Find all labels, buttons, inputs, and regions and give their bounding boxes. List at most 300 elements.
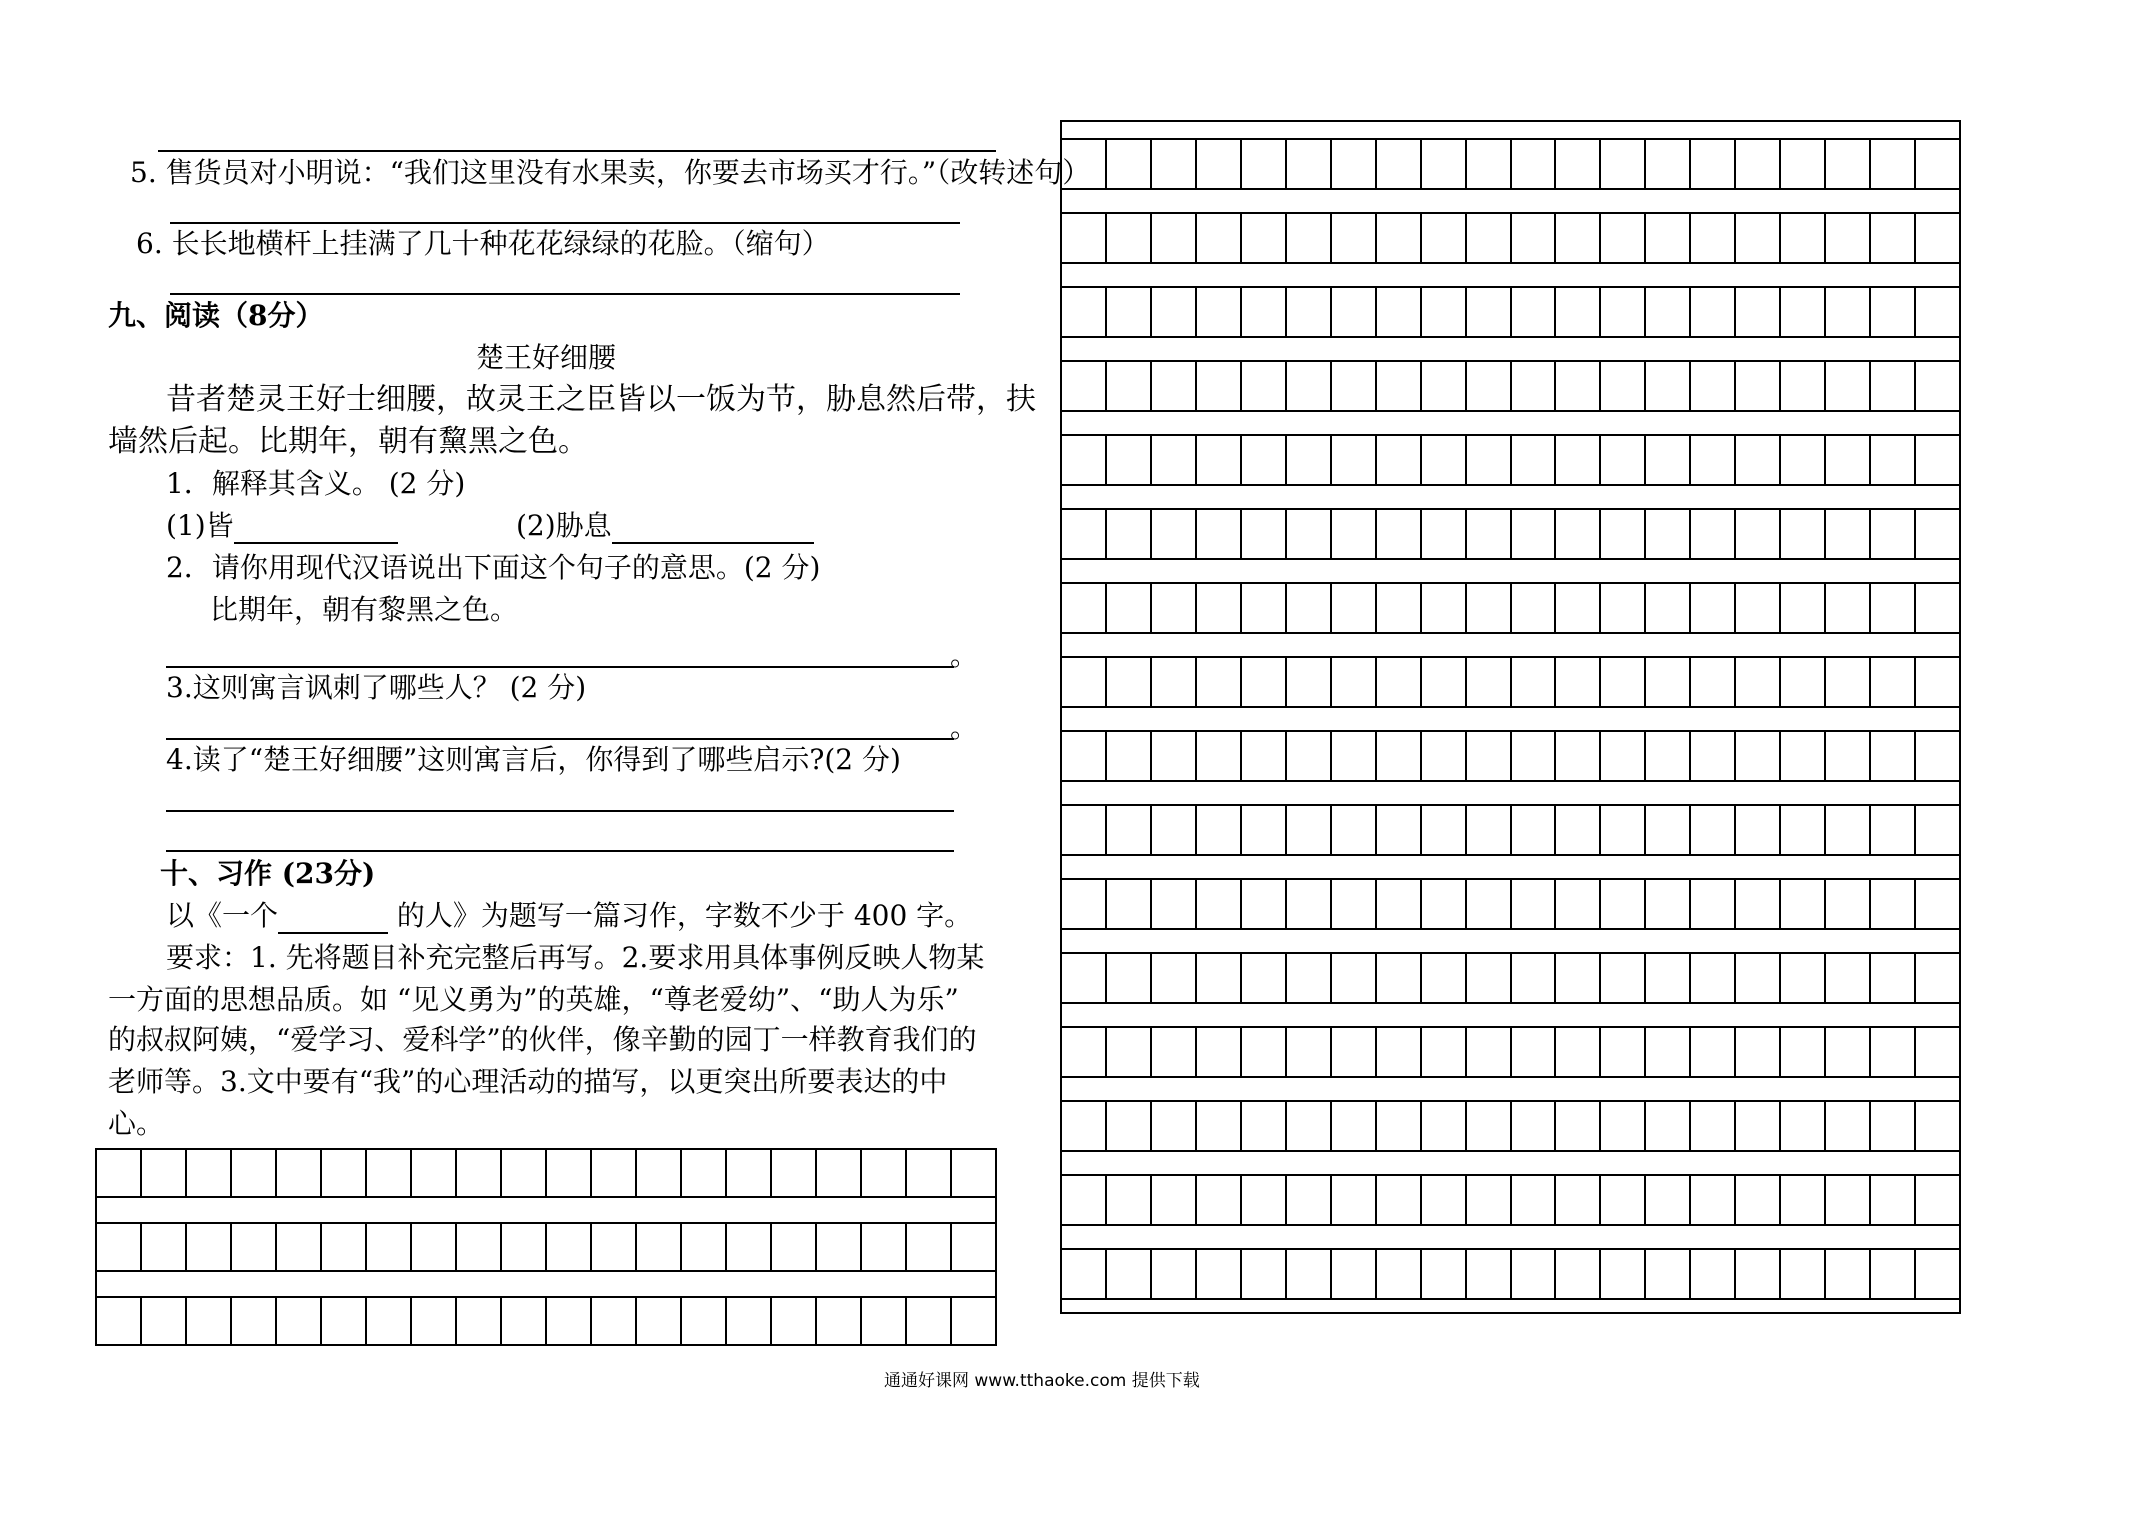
grid-cell[interactable] [1646,806,1691,854]
grid-cell[interactable] [952,1224,995,1270]
grid-cell[interactable] [1062,1250,1107,1298]
grid-cell[interactable] [1197,288,1242,336]
grid-cell[interactable] [1422,510,1467,558]
grid-cell[interactable] [1287,1028,1332,1076]
grid-cell[interactable] [862,1224,907,1270]
grid-cell[interactable] [1871,362,1916,410]
grid-cell[interactable] [1826,658,1871,706]
grid-cell[interactable] [502,1150,547,1196]
grid-cell[interactable] [1556,288,1601,336]
grid-cell[interactable] [1916,732,1959,780]
grid-cell[interactable] [1242,880,1287,928]
grid-cell[interactable] [412,1298,457,1344]
grid-cell[interactable] [1467,510,1512,558]
grid-cell[interactable] [1332,806,1377,854]
grid-cell[interactable] [1242,1028,1287,1076]
grid-cell[interactable] [637,1150,682,1196]
grid-cell[interactable] [1826,140,1871,188]
grid-cell[interactable] [1916,806,1959,854]
grid-cell[interactable] [1332,1102,1377,1150]
grid-cell[interactable] [1332,584,1377,632]
grid-cell[interactable] [1512,510,1557,558]
grid-cell[interactable] [1197,1028,1242,1076]
grid-cell[interactable] [1556,1028,1601,1076]
grid-cell[interactable] [1062,436,1107,484]
grid-cell[interactable] [817,1150,862,1196]
grid-cell[interactable] [1332,140,1377,188]
grid-cell[interactable] [1422,436,1467,484]
answer-line-9-2[interactable] [166,666,954,668]
grid-cell[interactable] [1646,1028,1691,1076]
grid-cell[interactable] [1422,288,1467,336]
grid-cell[interactable] [1691,658,1736,706]
blank-1b[interactable] [612,514,814,544]
grid-cell[interactable] [1377,436,1422,484]
grid-cell[interactable] [1062,214,1107,262]
grid-cell[interactable] [1601,288,1646,336]
grid-cell[interactable] [1781,954,1826,1002]
grid-cell[interactable] [1736,510,1781,558]
grid-cell[interactable] [1781,436,1826,484]
grid-cell[interactable] [1556,214,1601,262]
grid-cell[interactable] [1062,288,1107,336]
grid-cell[interactable] [1736,1102,1781,1150]
grid-cell[interactable] [1287,1102,1332,1150]
grid-cell[interactable] [1871,140,1916,188]
grid-cell[interactable] [1512,288,1557,336]
grid-cell[interactable] [1691,288,1736,336]
grid-cell[interactable] [1916,880,1959,928]
grid-cell[interactable] [1916,510,1959,558]
grid-cell[interactable] [637,1298,682,1344]
grid-cell[interactable] [817,1224,862,1270]
grid-cell[interactable] [1062,806,1107,854]
grid-cell[interactable] [1691,584,1736,632]
grid-cell[interactable] [727,1298,772,1344]
grid-cell[interactable] [1826,288,1871,336]
grid-cell[interactable] [1422,1102,1467,1150]
grid-cell[interactable] [1871,288,1916,336]
grid-cell[interactable] [1871,214,1916,262]
grid-cell[interactable] [862,1298,907,1344]
grid-cell[interactable] [1736,1250,1781,1298]
grid-cell[interactable] [142,1224,187,1270]
grid-cell[interactable] [1197,806,1242,854]
grid-cell[interactable] [1242,1250,1287,1298]
grid-cell[interactable] [1781,658,1826,706]
grid-cell[interactable] [682,1298,727,1344]
grid-cell[interactable] [502,1298,547,1344]
grid-cell[interactable] [1556,806,1601,854]
grid-cell[interactable] [1152,806,1197,854]
grid-cell[interactable] [1691,732,1736,780]
grid-cell[interactable] [1467,362,1512,410]
grid-cell[interactable] [1691,436,1736,484]
grid-cell[interactable] [1691,140,1736,188]
grid-cell[interactable] [1377,806,1422,854]
grid-cell[interactable] [1377,288,1422,336]
grid-cell[interactable] [1601,140,1646,188]
grid-cell[interactable] [1287,288,1332,336]
grid-cell[interactable] [1646,1250,1691,1298]
grid-cell[interactable] [1646,288,1691,336]
grid-cell[interactable] [457,1150,502,1196]
grid-cell[interactable] [1781,584,1826,632]
grid-cell[interactable] [1601,1028,1646,1076]
grid-cell[interactable] [1781,732,1826,780]
grid-cell[interactable] [1152,1250,1197,1298]
grid-cell[interactable] [1556,1250,1601,1298]
grid-cell[interactable] [1197,880,1242,928]
grid-cell[interactable] [1377,140,1422,188]
grid-cell[interactable] [1152,436,1197,484]
grid-cell[interactable] [1377,954,1422,1002]
grid-cell[interactable] [232,1298,277,1344]
grid-cell[interactable] [1826,1028,1871,1076]
grid-cell[interactable] [1826,584,1871,632]
grid-cell[interactable] [1422,1176,1467,1224]
grid-cell[interactable] [1691,1176,1736,1224]
grid-cell[interactable] [1646,362,1691,410]
grid-cell[interactable] [1287,436,1332,484]
grid-cell[interactable] [1826,510,1871,558]
grid-cell[interactable] [592,1150,637,1196]
grid-cell[interactable] [1467,1250,1512,1298]
grid-cell[interactable] [142,1298,187,1344]
grid-row[interactable] [1060,360,1961,412]
grid-cell[interactable] [1556,436,1601,484]
grid-cell[interactable] [1871,954,1916,1002]
grid-cell[interactable] [1152,1102,1197,1150]
grid-cell[interactable] [1826,1250,1871,1298]
grid-cell[interactable] [1287,510,1332,558]
grid-cell[interactable] [1287,214,1332,262]
grid-cell[interactable] [1242,658,1287,706]
grid-cell[interactable] [1601,1102,1646,1150]
grid-cell[interactable] [1107,880,1152,928]
grid-cell[interactable] [1242,806,1287,854]
grid-cell[interactable] [772,1224,817,1270]
grid-cell[interactable] [1062,510,1107,558]
grid-cell[interactable] [412,1150,457,1196]
grid-cell[interactable] [1332,658,1377,706]
grid-cell[interactable] [1871,658,1916,706]
grid-cell[interactable] [1646,1102,1691,1150]
grid-cell[interactable] [1242,510,1287,558]
grid-cell[interactable] [1871,732,1916,780]
grid-cell[interactable] [1556,880,1601,928]
answer-line-9-4b[interactable] [166,850,954,852]
grid-cell[interactable] [1332,1250,1377,1298]
grid-cell[interactable] [1781,806,1826,854]
grid-cell[interactable] [547,1224,592,1270]
grid-cell[interactable] [1556,510,1601,558]
grid-cell[interactable] [1871,436,1916,484]
grid-cell[interactable] [1736,288,1781,336]
title-blank[interactable] [278,904,388,934]
grid-cell[interactable] [1422,954,1467,1002]
grid-cell[interactable] [277,1298,322,1344]
grid-cell[interactable] [1916,1250,1959,1298]
grid-cell[interactable] [1107,954,1152,1002]
grid-cell[interactable] [1826,880,1871,928]
grid-cell[interactable] [1377,880,1422,928]
grid-cell[interactable] [1781,1102,1826,1150]
grid-cell[interactable] [1826,1176,1871,1224]
grid-row[interactable] [1060,1100,1961,1152]
grid-cell[interactable] [682,1150,727,1196]
grid-cell[interactable] [1691,954,1736,1002]
grid-cell[interactable] [1556,1102,1601,1150]
grid-cell[interactable] [1287,140,1332,188]
grid-cell[interactable] [1736,880,1781,928]
grid-cell[interactable] [1601,362,1646,410]
writing-grid-right[interactable] [1060,120,1961,1321]
grid-cell[interactable] [1556,362,1601,410]
grid-cell[interactable] [1736,584,1781,632]
grid-cell[interactable] [1422,214,1467,262]
grid-cell[interactable] [1287,1176,1332,1224]
grid-cell[interactable] [1332,1176,1377,1224]
grid-cell[interactable] [1332,214,1377,262]
grid-cell[interactable] [1916,140,1959,188]
grid-cell[interactable] [1601,510,1646,558]
grid-cell[interactable] [1422,140,1467,188]
grid-cell[interactable] [1377,214,1422,262]
grid-cell[interactable] [1287,1250,1332,1298]
grid-cell[interactable] [1332,732,1377,780]
grid-cell[interactable] [1601,806,1646,854]
grid-cell[interactable] [772,1298,817,1344]
grid-cell[interactable] [1646,658,1691,706]
grid-cell[interactable] [1467,732,1512,780]
grid-cell[interactable] [457,1298,502,1344]
grid-cell[interactable] [1467,436,1512,484]
grid-cell[interactable] [1512,436,1557,484]
grid-cell[interactable] [1512,584,1557,632]
grid-cell[interactable] [1287,584,1332,632]
grid-cell[interactable] [1107,510,1152,558]
grid-cell[interactable] [1871,1028,1916,1076]
grid-cell[interactable] [1377,732,1422,780]
grid-cell[interactable] [1691,214,1736,262]
grid-cell[interactable] [1826,954,1871,1002]
grid-cell[interactable] [1781,1028,1826,1076]
grid-cell[interactable] [367,1150,412,1196]
grid-cell[interactable] [1197,436,1242,484]
grid-cell[interactable] [1197,954,1242,1002]
grid-cell[interactable] [637,1224,682,1270]
grid-cell[interactable] [187,1298,232,1344]
grid-cell[interactable] [1422,880,1467,928]
grid-cell[interactable] [1691,362,1736,410]
grid-cell[interactable] [1691,1102,1736,1150]
grid-cell[interactable] [862,1150,907,1196]
grid-cell[interactable] [592,1224,637,1270]
grid-cell[interactable] [367,1298,412,1344]
grid-cell[interactable] [1781,214,1826,262]
grid-cell[interactable] [1377,362,1422,410]
grid-cell[interactable] [1062,584,1107,632]
grid-row[interactable] [95,1148,997,1198]
grid-cell[interactable] [1152,288,1197,336]
grid-cell[interactable] [1601,732,1646,780]
grid-row[interactable] [1060,952,1961,1004]
grid-row[interactable] [1060,434,1961,486]
grid-cell[interactable] [592,1298,637,1344]
grid-cell[interactable] [1377,1176,1422,1224]
grid-cell[interactable] [1601,1176,1646,1224]
grid-row[interactable] [1060,1026,1961,1078]
grid-cell[interactable] [502,1224,547,1270]
grid-cell[interactable] [1467,806,1512,854]
grid-cell[interactable] [1691,806,1736,854]
grid-cell[interactable] [1332,880,1377,928]
grid-cell[interactable] [1422,1250,1467,1298]
grid-cell[interactable] [1916,658,1959,706]
grid-cell[interactable] [1107,1176,1152,1224]
grid-cell[interactable] [1736,140,1781,188]
grid-cell[interactable] [1781,1250,1826,1298]
grid-cell[interactable] [1467,880,1512,928]
grid-cell[interactable] [277,1224,322,1270]
grid-cell[interactable] [1646,880,1691,928]
grid-cell[interactable] [457,1224,502,1270]
grid-cell[interactable] [1781,140,1826,188]
grid-cell[interactable] [1152,584,1197,632]
grid-cell[interactable] [1332,362,1377,410]
grid-cell[interactable] [1287,806,1332,854]
grid-cell[interactable] [1107,362,1152,410]
grid-cell[interactable] [1332,510,1377,558]
grid-cell[interactable] [97,1224,142,1270]
grid-cell[interactable] [1691,1250,1736,1298]
grid-cell[interactable] [1871,510,1916,558]
grid-cell[interactable] [1107,806,1152,854]
grid-cell[interactable] [1152,732,1197,780]
grid-cell[interactable] [1916,584,1959,632]
grid-cell[interactable] [1512,1102,1557,1150]
grid-cell[interactable] [1736,214,1781,262]
grid-row[interactable] [1060,730,1961,782]
grid-cell[interactable] [1062,658,1107,706]
grid-cell[interactable] [1197,1102,1242,1150]
grid-cell[interactable] [1197,510,1242,558]
grid-cell[interactable] [1062,1102,1107,1150]
grid-cell[interactable] [1781,362,1826,410]
grid-cell[interactable] [907,1298,952,1344]
grid-cell[interactable] [1646,214,1691,262]
grid-cell[interactable] [1197,362,1242,410]
grid-cell[interactable] [1062,362,1107,410]
grid-cell[interactable] [1512,806,1557,854]
grid-cell[interactable] [1107,1028,1152,1076]
grid-cell[interactable] [1646,732,1691,780]
grid-cell[interactable] [1556,732,1601,780]
grid-cell[interactable] [1781,880,1826,928]
grid-cell[interactable] [1152,880,1197,928]
grid-cell[interactable] [1512,658,1557,706]
grid-cell[interactable] [1242,288,1287,336]
grid-cell[interactable] [1467,584,1512,632]
grid-cell[interactable] [1601,658,1646,706]
grid-cell[interactable] [772,1150,817,1196]
grid-cell[interactable] [1242,584,1287,632]
grid-cell[interactable] [1601,436,1646,484]
grid-cell[interactable] [1736,362,1781,410]
grid-cell[interactable] [1646,1176,1691,1224]
grid-cell[interactable] [1916,1176,1959,1224]
grid-cell[interactable] [1601,954,1646,1002]
grid-cell[interactable] [1107,1102,1152,1150]
grid-cell[interactable] [1512,1250,1557,1298]
grid-cell[interactable] [547,1150,592,1196]
grid-cell[interactable] [1646,584,1691,632]
grid-cell[interactable] [97,1298,142,1344]
answer-line-9-3[interactable] [166,738,954,740]
grid-cell[interactable] [1287,658,1332,706]
grid-cell[interactable] [1736,1028,1781,1076]
grid-cell[interactable] [1062,1028,1107,1076]
grid-cell[interactable] [1646,954,1691,1002]
grid-cell[interactable] [1107,214,1152,262]
grid-cell[interactable] [952,1150,995,1196]
grid-cell[interactable] [277,1150,322,1196]
grid-cell[interactable] [1242,954,1287,1002]
grid-cell[interactable] [1826,732,1871,780]
grid-cell[interactable] [1242,362,1287,410]
grid-cell[interactable] [1377,658,1422,706]
grid-cell[interactable] [1467,1028,1512,1076]
grid-cell[interactable] [1287,362,1332,410]
grid-cell[interactable] [1556,140,1601,188]
grid-cell[interactable] [1467,658,1512,706]
grid-cell[interactable] [1556,954,1601,1002]
grid-cell[interactable] [1512,732,1557,780]
grid-row[interactable] [1060,508,1961,560]
grid-cell[interactable] [1242,436,1287,484]
grid-cell[interactable] [1422,1028,1467,1076]
grid-cell[interactable] [1107,732,1152,780]
grid-cell[interactable] [547,1298,592,1344]
grid-cell[interactable] [1062,1176,1107,1224]
grid-cell[interactable] [1691,880,1736,928]
grid-cell[interactable] [1512,362,1557,410]
grid-cell[interactable] [187,1150,232,1196]
grid-cell[interactable] [1601,1250,1646,1298]
grid-row[interactable] [1060,1248,1961,1300]
grid-cell[interactable] [1152,658,1197,706]
grid-cell[interactable] [1377,1250,1422,1298]
grid-cell[interactable] [1377,1102,1422,1150]
grid-cell[interactable] [1916,436,1959,484]
grid-row[interactable] [1060,582,1961,634]
grid-cell[interactable] [1152,954,1197,1002]
grid-cell[interactable] [232,1224,277,1270]
grid-cell[interactable] [1197,658,1242,706]
grid-cell[interactable] [1422,732,1467,780]
grid-cell[interactable] [1422,658,1467,706]
grid-cell[interactable] [727,1224,772,1270]
grid-cell[interactable] [1152,510,1197,558]
grid-cell[interactable] [1916,288,1959,336]
grid-cell[interactable] [1197,584,1242,632]
grid-cell[interactable] [1646,436,1691,484]
grid-cell[interactable] [1422,362,1467,410]
grid-cell[interactable] [1512,1176,1557,1224]
grid-cell[interactable] [1107,584,1152,632]
grid-cell[interactable] [1242,1102,1287,1150]
